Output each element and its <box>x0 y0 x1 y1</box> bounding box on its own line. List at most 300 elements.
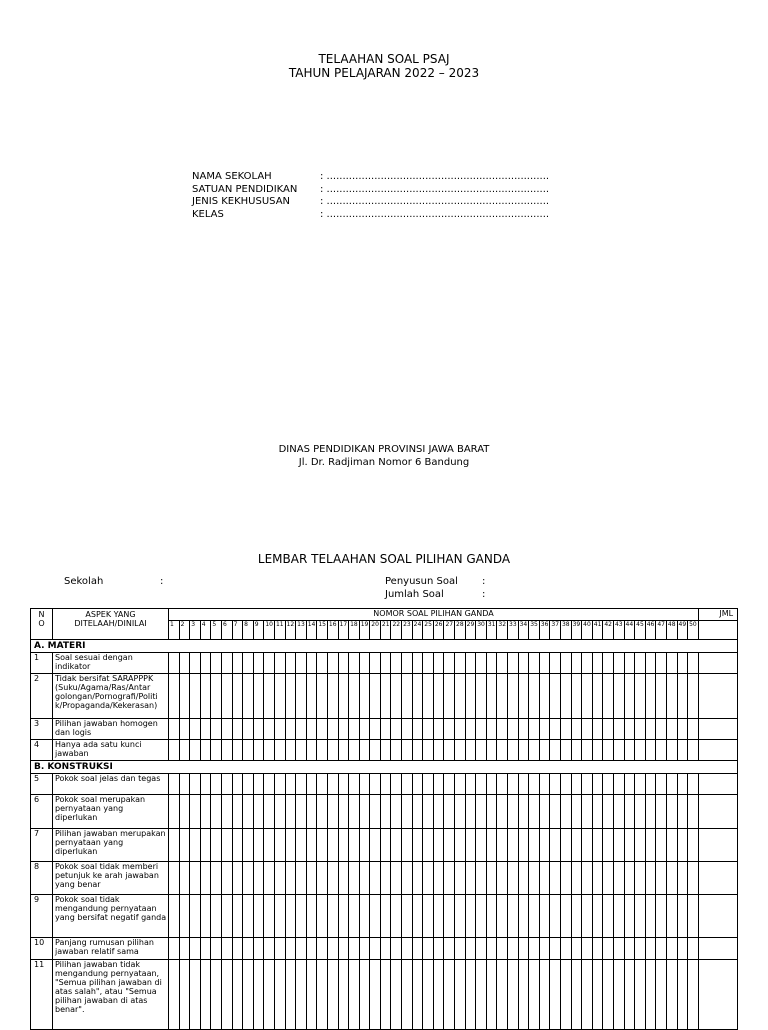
answer-cell[interactable] <box>232 774 243 795</box>
answer-cell[interactable] <box>656 795 667 829</box>
answer-cell[interactable] <box>221 895 232 938</box>
answer-cell[interactable] <box>274 862 285 895</box>
answer-cell[interactable] <box>666 960 677 1030</box>
answer-cell[interactable] <box>190 960 201 1030</box>
answer-cell[interactable] <box>550 960 561 1030</box>
answer-cell[interactable] <box>370 938 381 960</box>
answer-cell[interactable] <box>232 795 243 829</box>
answer-cell[interactable] <box>603 774 614 795</box>
answer-cell[interactable] <box>560 829 571 862</box>
answer-cell[interactable] <box>666 674 677 719</box>
answer-cell[interactable] <box>402 774 413 795</box>
answer-cell[interactable] <box>497 895 508 938</box>
answer-cell[interactable] <box>518 938 529 960</box>
answer-cell[interactable] <box>221 653 232 674</box>
jml-cell[interactable] <box>699 719 738 740</box>
answer-cell[interactable] <box>264 938 275 960</box>
answer-cell[interactable] <box>508 719 519 740</box>
answer-cell[interactable] <box>635 862 646 895</box>
answer-cell[interactable] <box>656 719 667 740</box>
answer-cell[interactable] <box>571 653 582 674</box>
jml-cell[interactable] <box>699 774 738 795</box>
answer-cell[interactable] <box>539 674 550 719</box>
answer-cell[interactable] <box>465 960 476 1030</box>
answer-cell[interactable] <box>486 740 497 761</box>
identity-value-field[interactable]: : ...................................................................... <box>320 183 550 195</box>
answer-cell[interactable] <box>423 774 434 795</box>
answer-cell[interactable] <box>645 895 656 938</box>
answer-cell[interactable] <box>190 829 201 862</box>
answer-cell[interactable] <box>391 862 402 895</box>
answer-cell[interactable] <box>582 674 593 719</box>
answer-cell[interactable] <box>370 829 381 862</box>
answer-cell[interactable] <box>635 829 646 862</box>
answer-cell[interactable] <box>327 960 338 1030</box>
answer-cell[interactable] <box>243 895 254 938</box>
answer-cell[interactable] <box>582 653 593 674</box>
answer-cell[interactable] <box>539 829 550 862</box>
answer-cell[interactable] <box>571 795 582 829</box>
answer-cell[interactable] <box>571 938 582 960</box>
answer-cell[interactable] <box>529 653 540 674</box>
answer-cell[interactable] <box>624 795 635 829</box>
answer-cell[interactable] <box>211 938 222 960</box>
answer-cell[interactable] <box>645 653 656 674</box>
answer-cell[interactable] <box>603 938 614 960</box>
answer-cell[interactable] <box>560 674 571 719</box>
answer-cell[interactable] <box>412 674 423 719</box>
answer-cell[interactable] <box>688 719 699 740</box>
answer-cell[interactable] <box>508 740 519 761</box>
answer-cell[interactable] <box>677 774 688 795</box>
answer-cell[interactable] <box>317 653 328 674</box>
answer-cell[interactable] <box>455 862 466 895</box>
identity-value-field[interactable]: : ...................................................................... <box>320 208 550 220</box>
answer-cell[interactable] <box>232 653 243 674</box>
answer-cell[interactable] <box>560 795 571 829</box>
answer-cell[interactable] <box>529 740 540 761</box>
answer-cell[interactable] <box>317 829 328 862</box>
answer-cell[interactable] <box>603 740 614 761</box>
answer-cell[interactable] <box>571 829 582 862</box>
answer-cell[interactable] <box>370 653 381 674</box>
answer-cell[interactable] <box>349 774 360 795</box>
answer-cell[interactable] <box>518 862 529 895</box>
answer-cell[interactable] <box>603 795 614 829</box>
answer-cell[interactable] <box>274 960 285 1030</box>
answer-cell[interactable] <box>497 774 508 795</box>
answer-cell[interactable] <box>190 740 201 761</box>
answer-cell[interactable] <box>624 740 635 761</box>
answer-cell[interactable] <box>476 740 487 761</box>
answer-cell[interactable] <box>518 653 529 674</box>
answer-cell[interactable] <box>349 895 360 938</box>
answer-cell[interactable] <box>285 960 296 1030</box>
answer-cell[interactable] <box>370 774 381 795</box>
answer-cell[interactable] <box>380 674 391 719</box>
answer-cell[interactable] <box>349 862 360 895</box>
answer-cell[interactable] <box>656 674 667 719</box>
answer-cell[interactable] <box>592 829 603 862</box>
answer-cell[interactable] <box>518 960 529 1030</box>
answer-cell[interactable] <box>285 740 296 761</box>
answer-cell[interactable] <box>645 960 656 1030</box>
answer-cell[interactable] <box>688 740 699 761</box>
answer-cell[interactable] <box>243 829 254 862</box>
answer-cell[interactable] <box>243 960 254 1030</box>
answer-cell[interactable] <box>370 960 381 1030</box>
answer-cell[interactable] <box>349 795 360 829</box>
answer-cell[interactable] <box>656 829 667 862</box>
answer-cell[interactable] <box>677 862 688 895</box>
answer-cell[interactable] <box>412 862 423 895</box>
answer-cell[interactable] <box>444 653 455 674</box>
answer-cell[interactable] <box>497 829 508 862</box>
answer-cell[interactable] <box>433 829 444 862</box>
answer-cell[interactable] <box>592 674 603 719</box>
answer-cell[interactable] <box>624 774 635 795</box>
answer-cell[interactable] <box>688 795 699 829</box>
answer-cell[interactable] <box>539 938 550 960</box>
answer-cell[interactable] <box>285 938 296 960</box>
answer-cell[interactable] <box>624 653 635 674</box>
answer-cell[interactable] <box>592 740 603 761</box>
answer-cell[interactable] <box>433 895 444 938</box>
answer-cell[interactable] <box>190 774 201 795</box>
answer-cell[interactable] <box>253 774 264 795</box>
answer-cell[interactable] <box>391 829 402 862</box>
answer-cell[interactable] <box>465 653 476 674</box>
answer-cell[interactable] <box>179 719 190 740</box>
answer-cell[interactable] <box>560 960 571 1030</box>
answer-cell[interactable] <box>455 674 466 719</box>
answer-cell[interactable] <box>497 960 508 1030</box>
answer-cell[interactable] <box>274 795 285 829</box>
jml-cell[interactable] <box>699 829 738 862</box>
answer-cell[interactable] <box>200 862 211 895</box>
answer-cell[interactable] <box>412 795 423 829</box>
answer-cell[interactable] <box>539 795 550 829</box>
answer-cell[interactable] <box>486 719 497 740</box>
answer-cell[interactable] <box>221 938 232 960</box>
answer-cell[interactable] <box>476 719 487 740</box>
answer-cell[interactable] <box>296 674 307 719</box>
answer-cell[interactable] <box>211 862 222 895</box>
answer-cell[interactable] <box>433 774 444 795</box>
answer-cell[interactable] <box>613 719 624 740</box>
answer-cell[interactable] <box>380 938 391 960</box>
answer-cell[interactable] <box>635 795 646 829</box>
answer-cell[interactable] <box>486 829 497 862</box>
answer-cell[interactable] <box>232 740 243 761</box>
answer-cell[interactable] <box>656 774 667 795</box>
answer-cell[interactable] <box>666 653 677 674</box>
answer-cell[interactable] <box>497 938 508 960</box>
answer-cell[interactable] <box>264 795 275 829</box>
answer-cell[interactable] <box>296 938 307 960</box>
answer-cell[interactable] <box>603 719 614 740</box>
answer-cell[interactable] <box>285 674 296 719</box>
answer-cell[interactable] <box>253 938 264 960</box>
answer-cell[interactable] <box>296 653 307 674</box>
answer-cell[interactable] <box>327 895 338 938</box>
answer-cell[interactable] <box>529 674 540 719</box>
answer-cell[interactable] <box>412 895 423 938</box>
answer-cell[interactable] <box>529 862 540 895</box>
identity-value-field[interactable]: : ...................................................................... <box>320 171 550 182</box>
answer-cell[interactable] <box>603 960 614 1030</box>
answer-cell[interactable] <box>423 829 434 862</box>
answer-cell[interactable] <box>550 674 561 719</box>
answer-cell[interactable] <box>486 960 497 1030</box>
answer-cell[interactable] <box>476 653 487 674</box>
answer-cell[interactable] <box>285 795 296 829</box>
answer-cell[interactable] <box>645 719 656 740</box>
answer-cell[interactable] <box>380 740 391 761</box>
answer-cell[interactable] <box>285 774 296 795</box>
answer-cell[interactable] <box>391 653 402 674</box>
answer-cell[interactable] <box>243 938 254 960</box>
answer-cell[interactable] <box>656 960 667 1030</box>
answer-cell[interactable] <box>571 719 582 740</box>
answer-cell[interactable] <box>423 653 434 674</box>
answer-cell[interactable] <box>550 795 561 829</box>
answer-cell[interactable] <box>688 895 699 938</box>
answer-cell[interactable] <box>169 719 180 740</box>
answer-cell[interactable] <box>592 795 603 829</box>
answer-cell[interactable] <box>677 960 688 1030</box>
answer-cell[interactable] <box>486 774 497 795</box>
answer-cell[interactable] <box>327 740 338 761</box>
answer-cell[interactable] <box>433 740 444 761</box>
answer-cell[interactable] <box>402 895 413 938</box>
answer-cell[interactable] <box>444 674 455 719</box>
answer-cell[interactable] <box>645 674 656 719</box>
answer-cell[interactable] <box>317 795 328 829</box>
answer-cell[interactable] <box>338 829 349 862</box>
answer-cell[interactable] <box>518 829 529 862</box>
answer-cell[interactable] <box>613 795 624 829</box>
answer-cell[interactable] <box>211 829 222 862</box>
answer-cell[interactable] <box>518 774 529 795</box>
answer-cell[interactable] <box>455 795 466 829</box>
answer-cell[interactable] <box>285 719 296 740</box>
answer-cell[interactable] <box>592 938 603 960</box>
answer-cell[interactable] <box>190 674 201 719</box>
answer-cell[interactable] <box>200 774 211 795</box>
answer-cell[interactable] <box>571 674 582 719</box>
answer-cell[interactable] <box>529 795 540 829</box>
answer-cell[interactable] <box>253 895 264 938</box>
answer-cell[interactable] <box>359 795 370 829</box>
answer-cell[interactable] <box>232 829 243 862</box>
answer-cell[interactable] <box>232 938 243 960</box>
answer-cell[interactable] <box>179 740 190 761</box>
jml-cell[interactable] <box>699 621 738 640</box>
answer-cell[interactable] <box>613 653 624 674</box>
answer-cell[interactable] <box>370 862 381 895</box>
answer-cell[interactable] <box>221 862 232 895</box>
answer-cell[interactable] <box>296 774 307 795</box>
answer-cell[interactable] <box>444 740 455 761</box>
answer-cell[interactable] <box>666 862 677 895</box>
answer-cell[interactable] <box>253 674 264 719</box>
answer-cell[interactable] <box>423 719 434 740</box>
answer-cell[interactable] <box>560 653 571 674</box>
answer-cell[interactable] <box>349 938 360 960</box>
answer-cell[interactable] <box>613 895 624 938</box>
answer-cell[interactable] <box>232 719 243 740</box>
answer-cell[interactable] <box>359 829 370 862</box>
answer-cell[interactable] <box>412 740 423 761</box>
answer-cell[interactable] <box>677 674 688 719</box>
answer-cell[interactable] <box>486 653 497 674</box>
answer-cell[interactable] <box>243 674 254 719</box>
answer-cell[interactable] <box>476 938 487 960</box>
answer-cell[interactable] <box>539 653 550 674</box>
answer-cell[interactable] <box>539 862 550 895</box>
answer-cell[interactable] <box>603 653 614 674</box>
answer-cell[interactable] <box>508 938 519 960</box>
answer-cell[interactable] <box>338 674 349 719</box>
answer-cell[interactable] <box>349 653 360 674</box>
answer-cell[interactable] <box>433 719 444 740</box>
answer-cell[interactable] <box>412 653 423 674</box>
answer-cell[interactable] <box>190 653 201 674</box>
answer-cell[interactable] <box>444 829 455 862</box>
answer-cell[interactable] <box>264 960 275 1030</box>
answer-cell[interactable] <box>179 862 190 895</box>
answer-cell[interactable] <box>550 740 561 761</box>
answer-cell[interactable] <box>380 774 391 795</box>
answer-cell[interactable] <box>497 795 508 829</box>
answer-cell[interactable] <box>317 774 328 795</box>
answer-cell[interactable] <box>592 895 603 938</box>
answer-cell[interactable] <box>444 938 455 960</box>
answer-cell[interactable] <box>169 829 180 862</box>
answer-cell[interactable] <box>274 674 285 719</box>
answer-cell[interactable] <box>666 774 677 795</box>
answer-cell[interactable] <box>221 829 232 862</box>
answer-cell[interactable] <box>455 960 466 1030</box>
answer-cell[interactable] <box>402 862 413 895</box>
answer-cell[interactable] <box>296 740 307 761</box>
answer-cell[interactable] <box>423 960 434 1030</box>
answer-cell[interactable] <box>317 740 328 761</box>
answer-cell[interactable] <box>433 960 444 1030</box>
answer-cell[interactable] <box>486 938 497 960</box>
answer-cell[interactable] <box>666 895 677 938</box>
answer-cell[interactable] <box>253 795 264 829</box>
jml-cell[interactable] <box>699 653 738 674</box>
answer-cell[interactable] <box>391 960 402 1030</box>
answer-cell[interactable] <box>550 862 561 895</box>
answer-cell[interactable] <box>264 774 275 795</box>
answer-cell[interactable] <box>486 862 497 895</box>
answer-cell[interactable] <box>582 774 593 795</box>
answer-cell[interactable] <box>677 895 688 938</box>
answer-cell[interactable] <box>560 774 571 795</box>
answer-cell[interactable] <box>232 895 243 938</box>
answer-cell[interactable] <box>433 938 444 960</box>
answer-cell[interactable] <box>391 895 402 938</box>
answer-cell[interactable] <box>645 862 656 895</box>
answer-cell[interactable] <box>582 938 593 960</box>
answer-cell[interactable] <box>624 938 635 960</box>
answer-cell[interactable] <box>296 829 307 862</box>
answer-cell[interactable] <box>613 829 624 862</box>
answer-cell[interactable] <box>444 960 455 1030</box>
answer-cell[interactable] <box>296 795 307 829</box>
answer-cell[interactable] <box>666 740 677 761</box>
answer-cell[interactable] <box>359 740 370 761</box>
answer-cell[interactable] <box>243 795 254 829</box>
answer-cell[interactable] <box>221 719 232 740</box>
answer-cell[interactable] <box>635 719 646 740</box>
answer-cell[interactable] <box>211 774 222 795</box>
answer-cell[interactable] <box>645 774 656 795</box>
answer-cell[interactable] <box>285 829 296 862</box>
answer-cell[interactable] <box>497 674 508 719</box>
answer-cell[interactable] <box>402 795 413 829</box>
answer-cell[interactable] <box>476 674 487 719</box>
answer-cell[interactable] <box>688 674 699 719</box>
answer-cell[interactable] <box>296 719 307 740</box>
answer-cell[interactable] <box>508 829 519 862</box>
answer-cell[interactable] <box>476 862 487 895</box>
jml-cell[interactable] <box>699 740 738 761</box>
answer-cell[interactable] <box>370 795 381 829</box>
answer-cell[interactable] <box>349 960 360 1030</box>
answer-cell[interactable] <box>296 862 307 895</box>
answer-cell[interactable] <box>253 862 264 895</box>
answer-cell[interactable] <box>624 719 635 740</box>
answer-cell[interactable] <box>529 895 540 938</box>
answer-cell[interactable] <box>465 795 476 829</box>
answer-cell[interactable] <box>200 895 211 938</box>
answer-cell[interactable] <box>264 895 275 938</box>
answer-cell[interactable] <box>539 895 550 938</box>
answer-cell[interactable] <box>635 740 646 761</box>
answer-cell[interactable] <box>190 862 201 895</box>
answer-cell[interactable] <box>423 862 434 895</box>
jml-cell[interactable] <box>699 795 738 829</box>
answer-cell[interactable] <box>677 829 688 862</box>
answer-cell[interactable] <box>264 674 275 719</box>
answer-cell[interactable] <box>243 740 254 761</box>
answer-cell[interactable] <box>359 774 370 795</box>
answer-cell[interactable] <box>169 895 180 938</box>
answer-cell[interactable] <box>327 774 338 795</box>
answer-cell[interactable] <box>529 719 540 740</box>
answer-cell[interactable] <box>200 960 211 1030</box>
answer-cell[interactable] <box>200 795 211 829</box>
answer-cell[interactable] <box>296 895 307 938</box>
answer-cell[interactable] <box>603 829 614 862</box>
answer-cell[interactable] <box>656 895 667 938</box>
answer-cell[interactable] <box>380 829 391 862</box>
answer-cell[interactable] <box>253 719 264 740</box>
answer-cell[interactable] <box>253 829 264 862</box>
answer-cell[interactable] <box>592 862 603 895</box>
answer-cell[interactable] <box>550 774 561 795</box>
answer-cell[interactable] <box>508 674 519 719</box>
answer-cell[interactable] <box>285 653 296 674</box>
answer-cell[interactable] <box>560 862 571 895</box>
answer-cell[interactable] <box>592 960 603 1030</box>
answer-cell[interactable] <box>306 719 317 740</box>
answer-cell[interactable] <box>221 674 232 719</box>
